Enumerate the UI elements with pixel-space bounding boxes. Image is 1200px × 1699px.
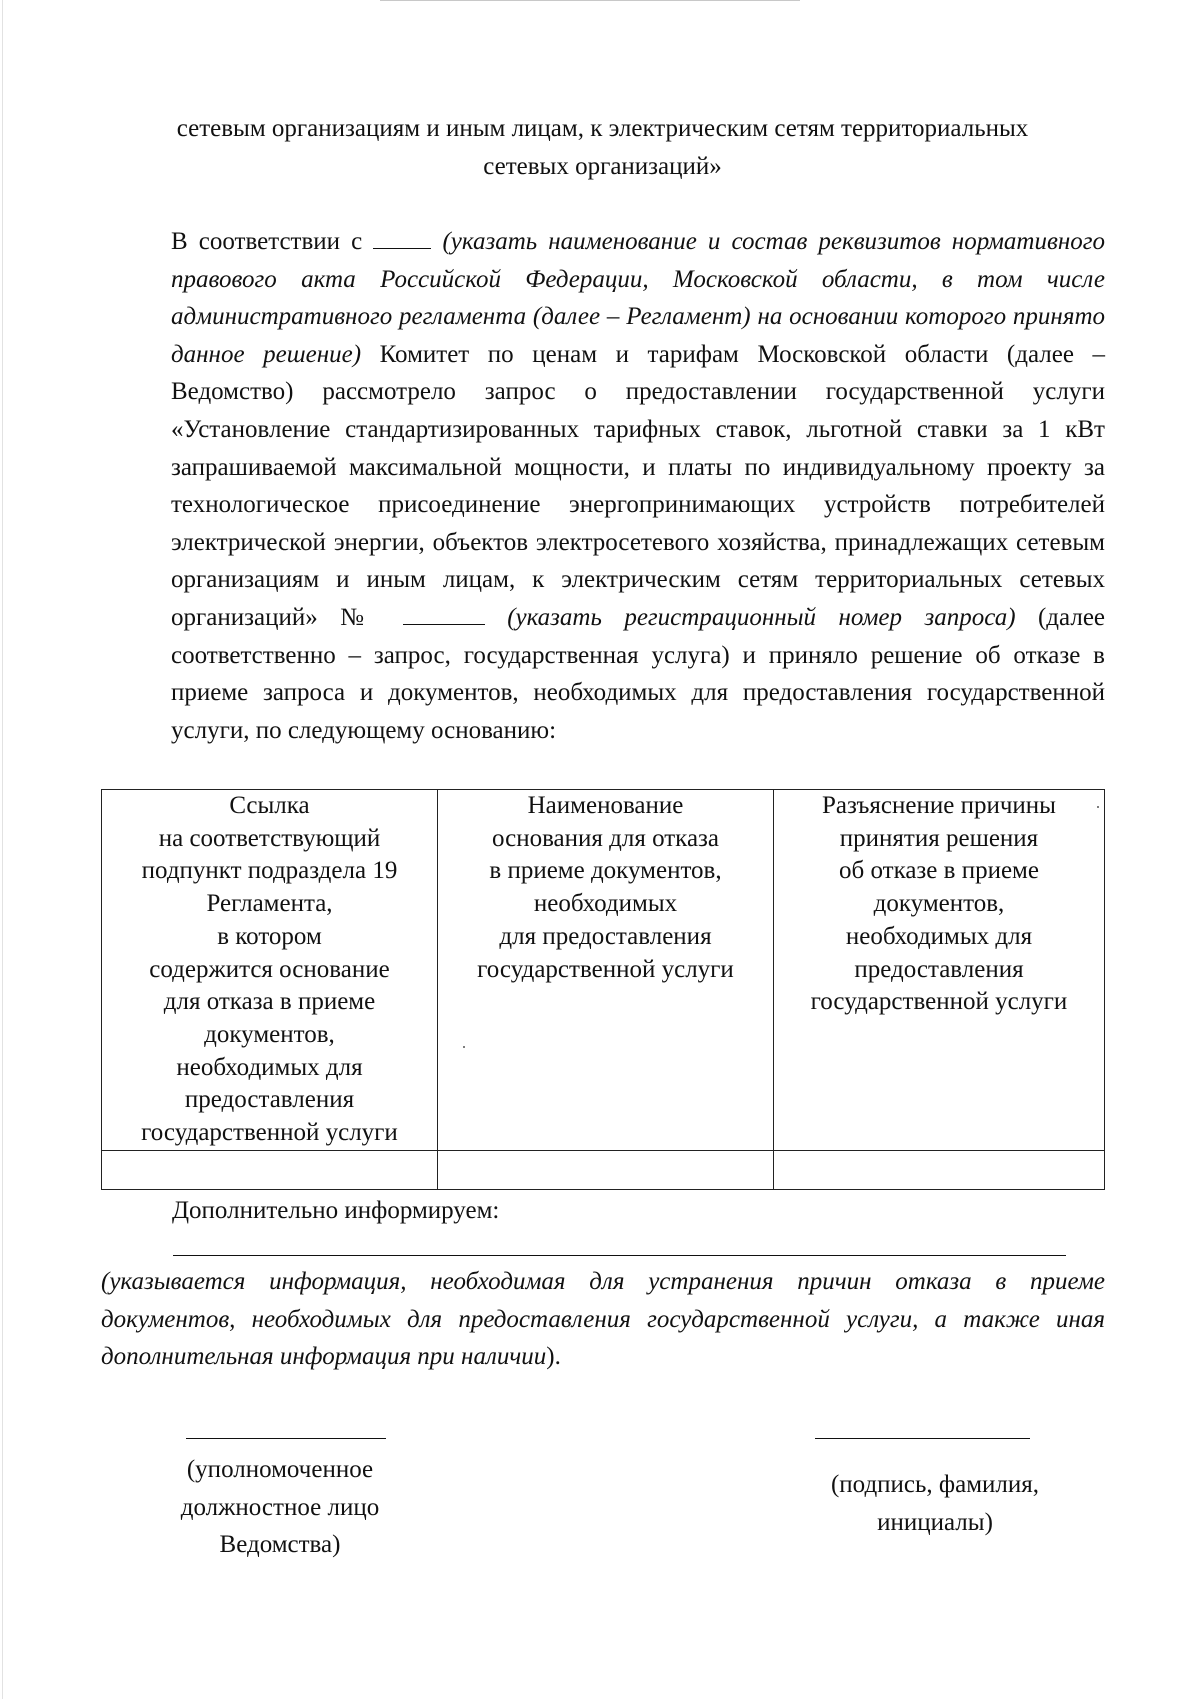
- header-line: необходимых: [533, 890, 678, 918]
- header-cell-reason-name: [438, 790, 774, 1151]
- decision-paragraph: [101, 223, 1105, 749]
- heading-line-2: сетевых организаций»: [483, 153, 722, 180]
- note-instruction: указывается информация, необходимая для устранения причин отказа в приеме документов, необходимых для предоставления государственной услуги, а также иная дополнительная информация при наличии: [101, 1268, 1105, 1371]
- paragraph-intro: В соответствии с: [171, 228, 363, 255]
- header-line: необходимых для: [845, 922, 1033, 950]
- request-number-instruction: (указать регистрационный номер запроса): [507, 603, 1016, 631]
- scan-speck: [1097, 806, 1099, 808]
- paragraph-service: Комитет по ценам и тарифам Московской области (далее – Ведомство) рассмотрело запрос о предоставлении государственной услуги «Установление стандартизированных тарифных ставок, льготной ставки за 1 кВт запрашиваемой максимальной мощности, и платы по индивидуальному проекту за технологическое присоединение энергопринимающих устройств потребителей электрической энергии, объектов электросетевого хозяйства, принадлежащих сетевым организациям и иным лицам, к электрическим сетям территориальных сетевых организаций» №: [171, 340, 1106, 631]
- additional-info-line: [173, 1255, 1066, 1256]
- note-close-paren: ).: [546, 1343, 561, 1371]
- header-line: государственной услуги: [477, 955, 734, 983]
- table-cell: [102, 1150, 438, 1189]
- header-line: Разъяснение причины: [822, 792, 1056, 819]
- caption-line: (подпись, фамилия,: [830, 1471, 1040, 1498]
- act-blank: [373, 226, 431, 249]
- header-line: основания для отказа: [491, 824, 720, 852]
- header-cell-explanation: [774, 790, 1105, 1151]
- signature-caption: [780, 1466, 1090, 1541]
- scan-speck: [463, 1046, 465, 1048]
- caption-line: инициалы): [877, 1508, 993, 1536]
- header-line: в котором: [217, 922, 322, 950]
- header-line: Наименование: [527, 792, 684, 819]
- act-instruction: (указать наименование и состав реквизитов нормативного правового акта Российской Федерации, Московской области, в том числе административного регламента (далее – Регламент) на основании которого принято данное решение): [171, 228, 1105, 368]
- header-line: государственной услуги: [810, 988, 1068, 1016]
- header-line: предоставления: [854, 955, 1024, 983]
- header-line: государственной услуги: [141, 1119, 398, 1147]
- form-heading: [100, 110, 1105, 186]
- header-cell-reference: [102, 790, 438, 1151]
- header-line: об отказе в приеме: [839, 857, 1039, 885]
- table-header-row: [102, 790, 1105, 1151]
- caption-line: Ведомства): [219, 1531, 341, 1559]
- official-caption: [130, 1451, 430, 1564]
- additional-info-label: Дополнительно информируем:: [172, 1197, 500, 1224]
- table-cell: [774, 1150, 1105, 1189]
- official-signature-line: [186, 1438, 386, 1439]
- header-line: принятия решения: [839, 824, 1039, 852]
- caption-line: должностное лицо: [180, 1493, 380, 1521]
- scan-artifact-top: [380, 0, 800, 3]
- header-line: для предоставления: [499, 922, 712, 950]
- paragraph-decision: (далее соответственно – запрос, государственная услуга) и приняло решение об отказе в приеме запроса и документов, необходимых для предоставления государственной услуги, по следующему основанию:: [171, 603, 1106, 744]
- additional-info-note: [101, 1263, 1105, 1376]
- header-line: в приеме документов,: [489, 857, 722, 885]
- caption-line: (уполномоченное: [186, 1456, 374, 1483]
- table-cell: [438, 1150, 774, 1189]
- header-line: подпункт подраздела 19: [141, 857, 398, 885]
- heading-line-1: сетевым организациям и иным лицам, к электрическим сетям территориальных: [176, 115, 1029, 142]
- request-number-blank: [403, 602, 485, 625]
- header-line: документов,: [873, 890, 1005, 918]
- scan-artifact-left: [2, 0, 3, 1699]
- header-line: Ссылка: [229, 792, 310, 819]
- header-line: предоставления: [184, 1086, 355, 1114]
- table-row: [102, 1150, 1105, 1189]
- signature-line: [815, 1438, 1030, 1439]
- header-line: необходимых для: [176, 1053, 363, 1081]
- header-line: содержится основание: [149, 955, 390, 983]
- header-line: документов,: [204, 1020, 335, 1048]
- header-line: Регламента,: [206, 890, 333, 918]
- note-open-paren: (: [101, 1268, 110, 1295]
- refusal-reasons-table: [101, 789, 1105, 1190]
- header-line: на соответствующий: [158, 824, 381, 852]
- header-line: для отказа в приеме: [163, 988, 376, 1016]
